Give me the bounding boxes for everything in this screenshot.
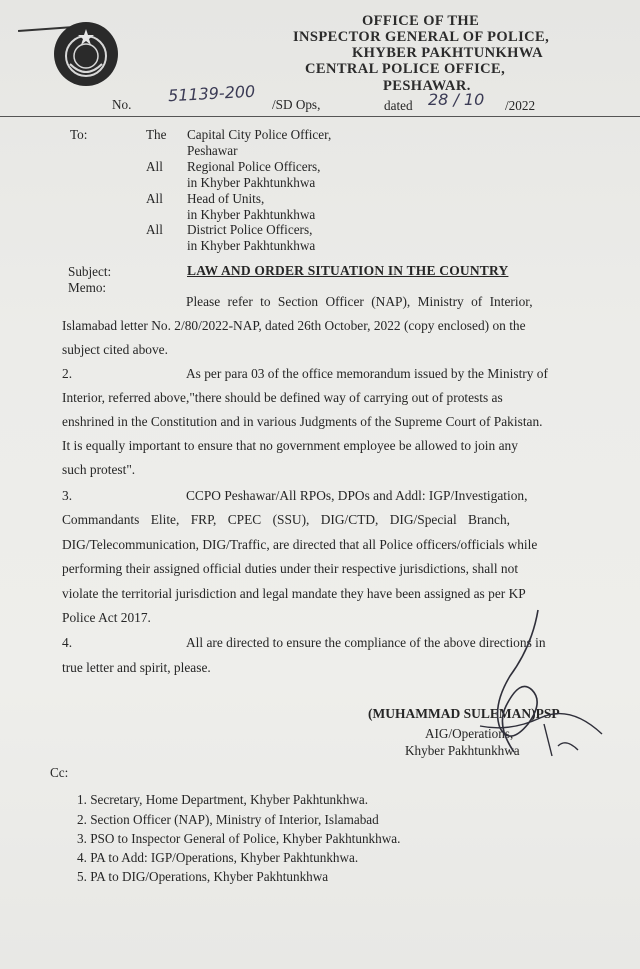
cc-item: 1. Secretary, Home Department, Khyber Pakhtunkhwa. (77, 792, 369, 807)
date-handwritten: 28 / 10 (428, 90, 485, 109)
ref-number-handwritten: 51139-200 (167, 81, 256, 106)
para-1-line: Islamabad letter No. 2/80/2022-NAP, dated 26th October, 2022 (copy enclosed) on the (62, 318, 526, 333)
para-2-line: enshrined in the Constitution and in various Judgments of the Supreme Court of Pakistan. (62, 414, 543, 429)
header-divider (0, 116, 640, 117)
addressee-line: in Khyber Pakhtunkhwa (187, 207, 316, 222)
addressee-prefix: All (146, 222, 163, 237)
para-3-line: performing their assigned official duties under their respective jurisdictions, shall not (62, 561, 519, 576)
para-3-line: Police Act 2017. (62, 610, 151, 625)
subject-label: Subject: (68, 264, 112, 279)
cc-item: 3. PSO to Inspector General of Police, Khyber Pakhtunkhwa. (77, 831, 401, 846)
addressee-line: in Khyber Pakhtunkhwa (187, 175, 316, 190)
addressee-prefix: All (146, 191, 163, 206)
subject-text: LAW AND ORDER SITUATION IN THE COUNTRY (187, 263, 509, 278)
addressee-line: in Khyber Pakhtunkhwa (187, 238, 316, 253)
para-1-line: Please refer to Section Officer (NAP), Ministry of Interior, (186, 294, 533, 309)
para-3-number: 3. (62, 488, 73, 503)
para-2-line: As per para 03 of the office memorandum issued by the Ministry of (186, 366, 548, 381)
date-year: /2022 (505, 98, 536, 113)
header-line-1: OFFICE OF THE (362, 13, 480, 29)
ref-no-label: No. (112, 97, 132, 112)
to-label: To: (70, 127, 88, 142)
para-4-line: true letter and spirit, please. (62, 660, 211, 675)
header-line-3: KHYBER PAKHTUNKHWA (352, 45, 544, 61)
addressee-line: District Police Officers, (187, 222, 313, 237)
police-emblem-logo (52, 20, 120, 88)
para-4-number: 4. (62, 635, 73, 650)
cc-item: 2. Section Officer (NAP), Ministry of Interior, Islamabad (77, 812, 379, 827)
addressee-prefix: The (146, 127, 167, 142)
cc-item: 5. PA to DIG/Operations, Khyber Pakhtunkhwa (77, 869, 329, 884)
para-3-line: Commandants Elite, FRP, CPEC (SSU), DIG/CTD, DIG/Special Branch, (62, 512, 511, 527)
cc-item: 4. PA to Add: IGP/Operations, Khyber Pakhtunkhwa. (77, 850, 359, 865)
header-line-2: INSPECTOR GENERAL OF POLICE, (293, 29, 550, 45)
para-4-line: All are directed to ensure the compliance of the above directions in (186, 635, 546, 650)
addressee-line: Regional Police Officers, (187, 159, 321, 174)
signatory-name: (MUHAMMAD SULEMAN)PSP (368, 706, 560, 721)
addressee-line: Peshawar (187, 143, 238, 158)
signatory-place: Khyber Pakhtunkhwa (405, 743, 520, 758)
para-1-line: subject cited above. (62, 342, 168, 357)
header-line-5: PESHAWAR. (383, 78, 471, 94)
addressee-prefix: All (146, 159, 163, 174)
addressee-line: Head of Units, (187, 191, 265, 206)
memo-label: Memo: (68, 280, 107, 295)
para-3-line: violate the territorial jurisdiction and legal mandate they have been assigned as per KP (62, 586, 526, 601)
header-line-4: CENTRAL POLICE OFFICE, (305, 61, 506, 77)
cc-label: Cc: (50, 765, 69, 780)
addressee-line: Capital City Police Officer, (187, 127, 332, 142)
handwritten-signature (440, 606, 610, 776)
para-2-number: 2. (62, 366, 73, 381)
para-2-line: Interior, referred above,"there should be defined way of carrying out of protests as (62, 390, 503, 405)
para-3-line: DIG/Telecommunication, DIG/Traffic, are directed that all Police officers/officials while (62, 537, 538, 552)
para-2-line: It is equally important to ensure that no government employee be allowed to join any (62, 438, 518, 453)
para-3-line: CCPO Peshawar/All RPOs, DPOs and Addl: IGP/Investigation, (186, 488, 528, 503)
dated-label: dated (384, 98, 413, 113)
para-2-line: such protest". (62, 462, 136, 477)
ref-suffix: /SD Ops, (272, 97, 321, 112)
signatory-title: AIG/Operations, (425, 726, 514, 741)
